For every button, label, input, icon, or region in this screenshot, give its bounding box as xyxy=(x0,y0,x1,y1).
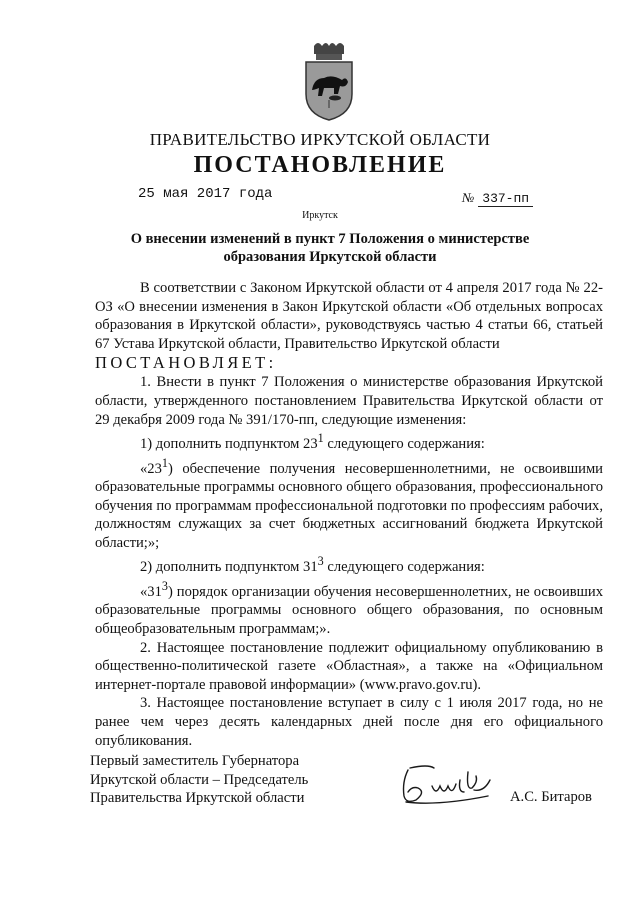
preamble-paragraph: В соответствии с Законом Иркутской области от 4 апреля 2017 года № 22-ОЗ «О внесении изменения в Закон Иркутской области «Об отдельных вопросах образования в Иркутской области», руководствуясь частью 4 статьи 66, статьей 67 Устава Иркутской области, Правительство Иркутской области xyxy=(95,280,603,352)
heading-line-2: образования Иркутской области xyxy=(223,249,437,265)
heading-line-1: О внесении изменений в пункт 7 Положения о министерстве xyxy=(130,231,530,247)
document-number-block xyxy=(462,190,533,206)
document-type-title: ПОСТАНОВЛЕНИЕ xyxy=(193,152,447,178)
item-2-paragraph: 2. Настоящее постановление подлежит официальному опубликованию в общественно-политической газете «Областная», а также на «Официальном интернет-портале правовой информации» (www.pravo.gov.ru). xyxy=(95,639,603,693)
item-1-paragraph: 1. Внести в пункт 7 Положения о министерстве образования Иркутской области, утвержденного постановлением Правительства Иркутской области от 29 декабря 2009 года № 391/170-пп, следующие изменения: xyxy=(95,374,603,428)
signatory-name: А.С. Битаров xyxy=(510,789,592,805)
document-heading xyxy=(120,230,540,266)
handwritten-signature xyxy=(398,762,494,808)
document-city: Иркутск xyxy=(302,210,338,221)
quote-1-paragraph: «$23^1$) обеспечение получения несовершеннолетними, не освоившими образовательные программы основного общего образования, профессионального обучения по программам профессиональной подготовки по профессиям рабочих, должностям служащих за счет бюджетных ассигнований бюджета Иркутской области;»; xyxy=(95,455,603,551)
subitem-2-paragraph: 2) дополнить подпунктом $31^3$ следующего содержания: xyxy=(140,554,485,576)
signatory-line-1: Первый заместитель Губернатора xyxy=(90,753,300,769)
signatory-line-2: Иркутской области – Председатель xyxy=(90,771,309,788)
document-body xyxy=(95,279,603,750)
item-3-paragraph: 3. Настоящее постановление вступает в силу с 1 июля 2017 года, но не ранее чем через десять календарных дней после дня его официального опубликования. xyxy=(95,695,603,749)
document-date: 25 мая 2017 года xyxy=(138,186,273,202)
government-name: ПРАВИТЕЛЬСТВО ИРКУТСКОЙ ОБЛАСТИ xyxy=(149,130,491,149)
signatory-title-block xyxy=(90,752,308,808)
document-number: 337-пп xyxy=(478,191,533,207)
number-label: № xyxy=(462,190,475,205)
subitem-1-paragraph: 1) дополнить подпунктом $23^1$ следующего содержания: xyxy=(140,431,485,453)
quote-2-paragraph: «$31^3$) порядок организации обучения несовершеннолетних, не освоивших образовательные программы основного общего образования, по основным общеобразовательным программам;». xyxy=(95,578,603,637)
signatory-line-3: Правительства Иркутской области xyxy=(90,790,305,807)
postanovlyaet-heading: ПОСТАНОВЛЯЕТ: xyxy=(95,353,277,373)
coat-of-arms-emblem xyxy=(302,40,356,122)
